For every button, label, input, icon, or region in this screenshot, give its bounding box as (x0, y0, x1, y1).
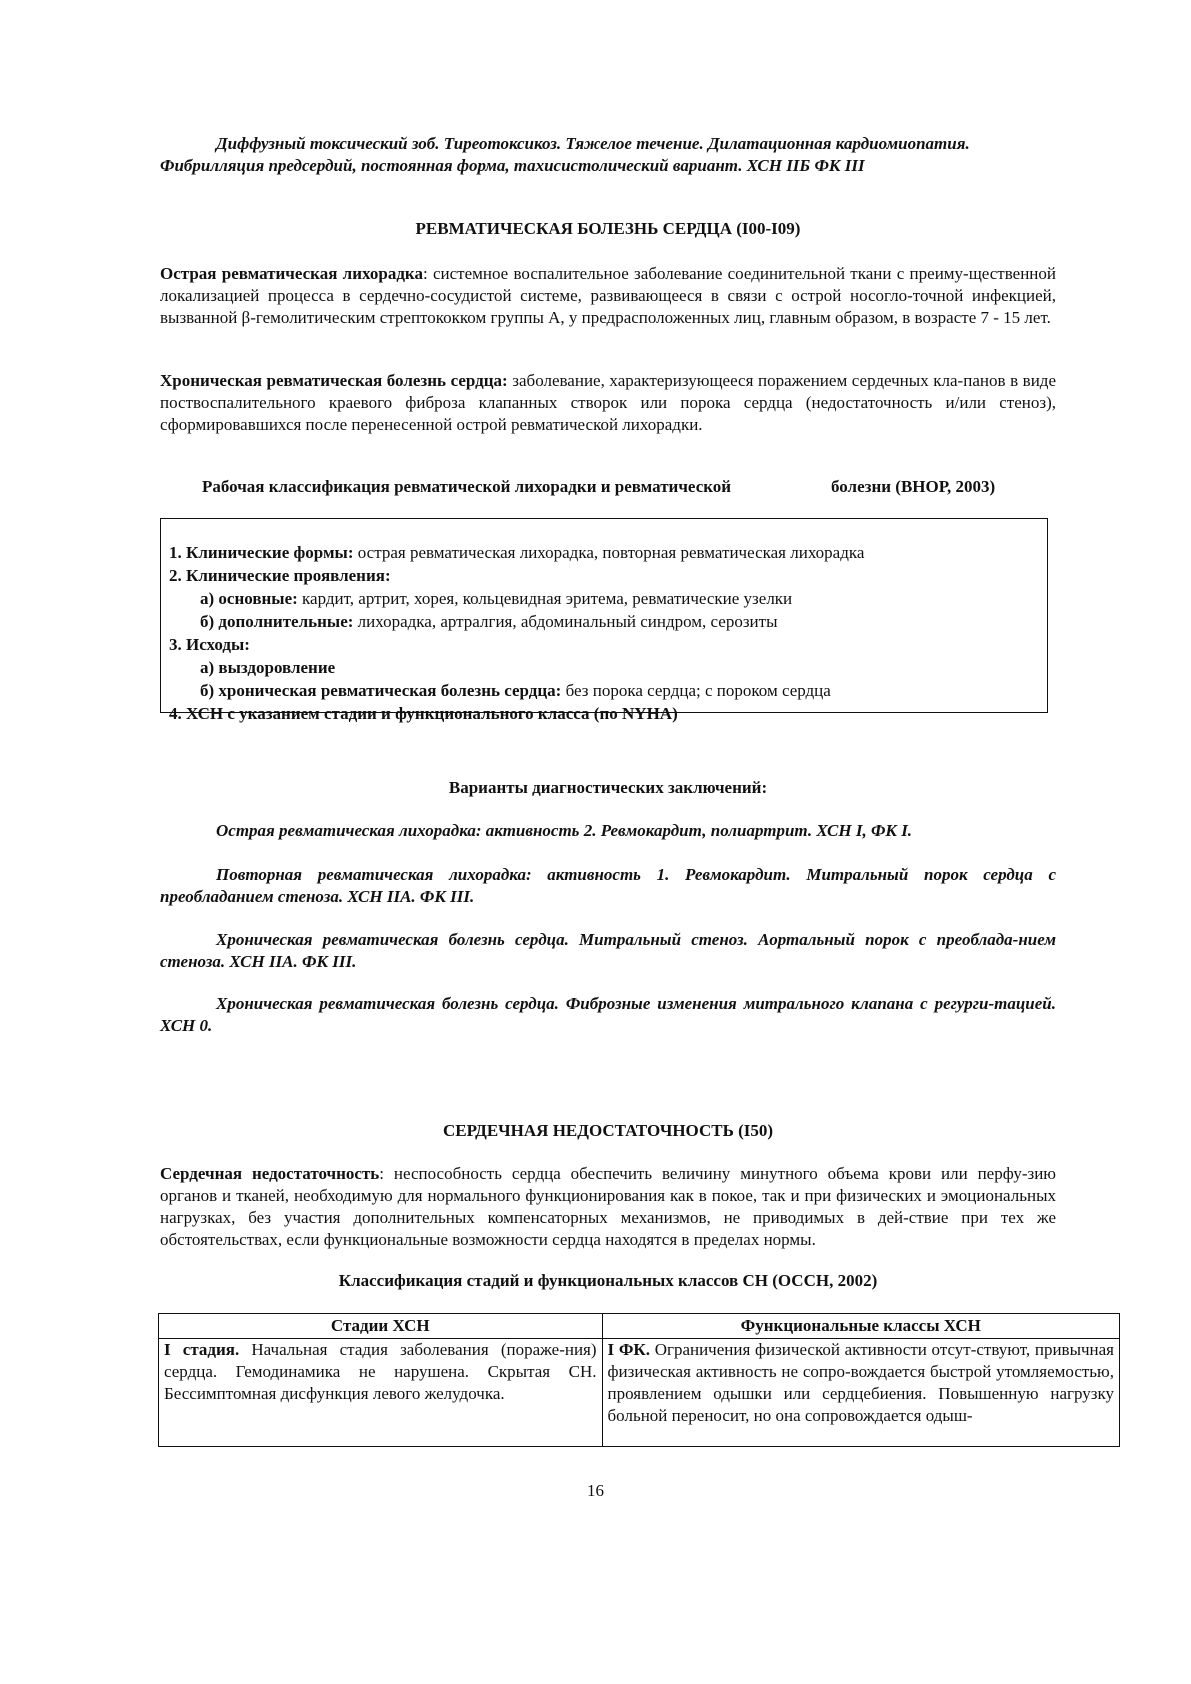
classification-title-part-a: Рабочая классификация ревматической лихорадки и ревматической (202, 477, 732, 496)
definition-term: Сердечная недостаточность (160, 1164, 380, 1183)
variants-title: Варианты диагностических заключений: (448, 778, 768, 797)
definition-text: заболевание, характеризующееся поражением сердечных кла-панов в виде поствоспалительного краевого фиброза клапанных створок или порока сердца (недостаточность и/или стеноз), сформировавшихся после перенесенной острой ревматической лихорадки. (160, 371, 1056, 434)
table-header-classes: Функциональные классы ХСН (602, 1314, 1119, 1339)
table-row (159, 1339, 1120, 1447)
box-line-main: а) основные: кардит, артрит, хорея, кольцевидная эритема, ревматические узелки (200, 589, 793, 608)
box-line-clinical-manifestations: 2. Клинические проявления: (169, 566, 391, 585)
box-line-recovery: а) выздоровление (200, 658, 336, 677)
table-title: Классификация стадий и функциональных классов СН (ОССН, 2002) (338, 1271, 878, 1290)
top-diagnosis-line-2: Фибрилляция предсердий, постоянная форма, тахисистолический вариант. ХСН IIБ ФК III (160, 156, 865, 175)
top-diagnosis-line-1: Диффузный токсический зоб. Тиреотоксикоз. Тяжелое течение. Дилатационная кардиомиопатия. (216, 134, 970, 153)
variant-3: Хроническая ревматическая болезнь сердца. Митральный стеноз. Аортальный порок с преоблада-нием стеноза. ХСН IIА. ФК III. (160, 930, 1056, 971)
definition-chronic-rheumatic-heart-disease (160, 370, 1056, 436)
table-header-stages: Стадии ХСН (159, 1314, 603, 1339)
definition-heart-failure (160, 1163, 1056, 1251)
definition-text: : неспособность сердца обеспечить величину минутного объема крови или перфу-зию органов и тканей, необходимую для нормального функционирования как в покое, так и при физических и эмоциональных нагрузках, без участия дополнительных компенсаторных механизмов, не приводимых в дей-ствие при тех же обстоятельствах, если функциональные возможности сердца находятся в пределах нормы. (160, 1164, 1056, 1249)
definition-term: Острая ревматическая лихорадка (160, 264, 423, 283)
box-line-chf: 4. ХСН с указанием стадии и функционального класса (по NYHA) (169, 704, 678, 723)
heart-failure-table (158, 1313, 1120, 1447)
section-title-heart-failure: СЕРДЕЧНАЯ НЕДОСТАТОЧНОСТЬ (I50) (442, 1121, 774, 1140)
classification-box (160, 518, 1048, 723)
variant-1: Острая ревматическая лихорадка: активность 2. Ревмокардит, полиартрит. ХСН I, ФК I. (216, 821, 913, 840)
box-line-clinical-forms: 1. Клинические формы: острая ревматическая лихорадка, повторная ревматическая лихорадка (169, 543, 865, 562)
definition-acute-rheumatic-fever (160, 263, 1056, 329)
variant-2: Повторная ревматическая лихорадка: активность 1. Ревмокардит. Митральный порок сердца с преобладанием стеноза. ХСН IIА. ФК III. (160, 865, 1056, 906)
box-line-additional: б) дополнительные: лихорадка, артралгия, абдоминальный синдром, серозиты (200, 612, 778, 631)
section-title-rheumatic: РЕВМАТИЧЕСКАЯ БОЛЕЗНЬ СЕРДЦА (I00-I09) (415, 219, 801, 238)
page-number: 16 (587, 1481, 604, 1500)
variant-4: Хроническая ревматическая болезнь сердца. Фиброзные изменения митрального клапана с регурги-тацией. ХСН 0. (160, 994, 1056, 1035)
table-cell-stage-1: I стадия. Начальная стадия заболевания (пораже-ния) сердца. Гемодинамика не нарушена. Скрытая СН. Бессимптомная дисфункция левого желудочка. (159, 1339, 603, 1447)
classification-title-part-b: болезни (ВНОР, 2003) (831, 477, 996, 496)
table-header-row (159, 1314, 1120, 1339)
table-cell-class-1: I ФК. Ограничения физической активности отсут-ствуют, привычная физическая активность не сопро-вождается быстрой утомляемостью, проявлением одышки или сердцебиения. Повышенную нагрузку больной переносит, но она сопровождается одыш- (602, 1339, 1119, 1447)
definition-text: : системное воспалительное заболевание соединительной ткани с преиму-щественной локализацией процесса в сердечно-сосудистой системе, развивающееся в связи с острой носогло-точной инфекцией, вызванной β-гемолитическим стрептококком группы А, у предрасположенных лиц, главным образом, в возрасте 7 - 15 лет. (160, 264, 1057, 327)
top-diagnosis (160, 133, 1056, 177)
box-line-outcomes: 3. Исходы: (169, 635, 250, 654)
definition-term: Хроническая ревматическая болезнь сердца: (160, 371, 508, 390)
box-line-chronic: б) хроническая ревматическая болезнь сердца: без порока сердца; с пороком сердца (200, 681, 831, 700)
